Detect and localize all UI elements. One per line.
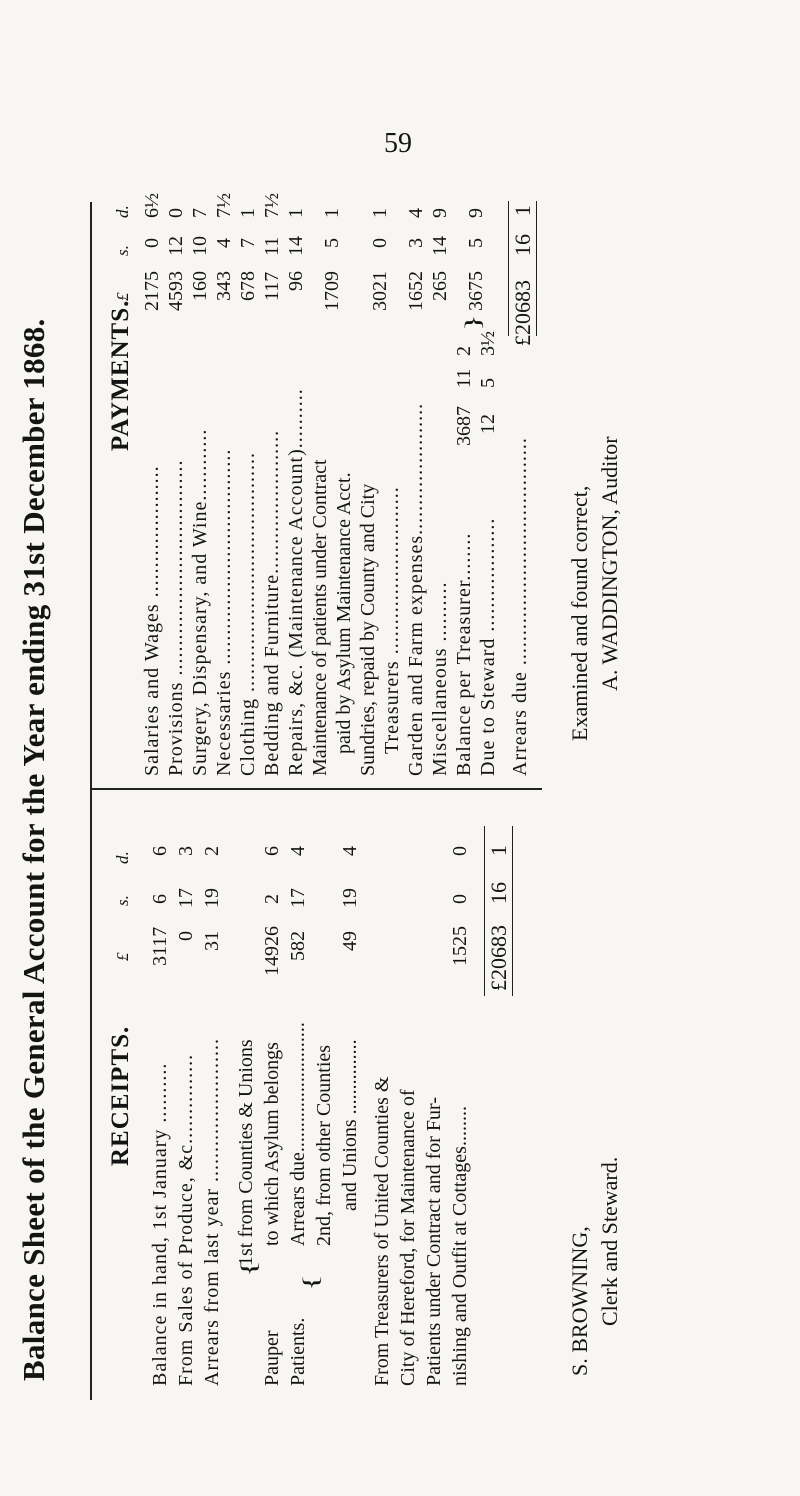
payment-pounds: 3687 — [453, 406, 475, 446]
payments-shillings-head: s. — [113, 245, 132, 256]
patients-label: Patients. — [287, 1317, 309, 1386]
clerk-name: S. BROWNING, — [567, 1226, 592, 1376]
payment-pounds: 265 — [429, 271, 451, 301]
receipt-pounds: 1525 — [449, 926, 471, 966]
payment-shillings: 14 — [429, 236, 451, 256]
payment-subtotal-pounds: 3675 — [465, 271, 487, 311]
receipt-pence: 2 — [201, 846, 223, 856]
payment-label: paid by Asylum Maintenance Acct. — [333, 472, 355, 754]
payments-heading: PAYMENTS. — [107, 299, 134, 451]
payment-label: Maintenance of patients under Contract — [309, 459, 331, 776]
payment-pence: 7½ — [213, 193, 235, 218]
payment-shillings: 10 — [189, 236, 211, 256]
payment-pounds: 1652 — [405, 271, 427, 311]
document-title: Balance Sheet of the General Account for the Year ending 31st December 1868. — [16, 318, 51, 1381]
payment-label: Repairs, &c. (Maintenance Account).......... — [285, 388, 307, 776]
brace-balance: } — [460, 314, 485, 332]
payment-pence: 7 — [189, 208, 211, 218]
payment-pounds: 160 — [189, 271, 211, 301]
payment-label: Salaries and Wages ...................... — [141, 465, 163, 776]
payment-shillings: 11 — [261, 236, 283, 256]
payment-pence: 3½ — [477, 331, 499, 356]
receipts-total-rule-2 — [512, 826, 513, 996]
receipt-pounds: 49 — [339, 931, 361, 951]
payment-label: Clothing ........................................ — [237, 451, 259, 776]
receipt-pence: 6 — [149, 846, 171, 856]
receipts-total-pounds: £20683 — [486, 925, 511, 991]
receipt-label: From Sales of Produce, &c............... — [175, 1053, 197, 1386]
receipt-label: 1st from Counties & Unions — [235, 1039, 257, 1266]
payments-total-rule — [508, 201, 509, 336]
receipt-label: nishing and Outfit at Cottages........ — [449, 1106, 471, 1386]
receipt-pence: 4 — [339, 846, 361, 856]
receipts-pounds-head: £ — [113, 952, 132, 961]
receipt-pounds: 582 — [287, 931, 309, 961]
payment-shillings: 7 — [237, 238, 259, 248]
receipt-pounds: 0 — [175, 931, 197, 941]
signature-auditor — [565, 436, 624, 741]
receipts-total-rule — [484, 826, 485, 996]
receipt-shillings: 6 — [149, 894, 171, 904]
receipt-pence: 4 — [287, 846, 309, 856]
payment-pounds: 3021 — [369, 271, 391, 311]
payment-label: Treasurers ............................ — [381, 486, 403, 754]
payment-pence: 1 — [369, 208, 391, 218]
payment-shillings: 3 — [405, 238, 427, 248]
payment-pence: 7½ — [261, 193, 283, 218]
pauper-label: Pauper — [261, 1330, 283, 1386]
rule-top — [90, 202, 92, 1400]
signature-clerk — [565, 1157, 624, 1376]
payment-pence: 2 — [453, 346, 475, 356]
payment-label: Provisions .................................... — [165, 459, 187, 776]
receipt-pounds: 3117 — [149, 926, 171, 966]
receipt-pence: 3 — [175, 846, 197, 856]
payment-pounds: 678 — [237, 271, 259, 301]
receipt-label: From Treasurers of United Counties & — [371, 1076, 393, 1386]
payment-shillings: 14 — [285, 236, 307, 256]
payment-pounds: 343 — [213, 271, 235, 301]
payment-pounds: 96 — [285, 271, 307, 291]
payment-subtotal-pence: 9 — [465, 208, 487, 218]
receipt-shillings: 19 — [339, 888, 361, 908]
payment-shillings: 0 — [369, 238, 391, 248]
receipt-label: Patients under Contract and for Fur- — [423, 1097, 445, 1386]
receipt-label: Arrears due.......................... — [287, 1022, 309, 1246]
payment-shillings: 0 — [141, 238, 163, 248]
payments-total-pence: 1 — [510, 205, 535, 216]
payment-label: Miscellaneous .......... — [429, 581, 451, 776]
brace-counties: { — [236, 1260, 261, 1278]
receipt-label: and Unions ............... — [339, 1039, 361, 1211]
payments-total-pounds: £20683 — [510, 280, 535, 346]
payment-label: Arrears due ...................................... — [509, 437, 531, 776]
receipt-shillings: 0 — [449, 894, 471, 904]
payment-label: Sundries, repaid by County and City — [357, 483, 379, 776]
payment-subtotal-shillings: 5 — [465, 238, 487, 248]
payment-pence: 6½ — [141, 193, 163, 218]
payment-pounds: 117 — [261, 271, 283, 301]
payments-pounds-head: £ — [113, 292, 132, 301]
payment-pence: 0 — [165, 208, 187, 218]
page-number: 59 — [384, 128, 412, 159]
receipts-total-shillings: 16 — [486, 882, 511, 904]
receipt-label: City of Hereford, for Maintenance of — [397, 1089, 419, 1386]
payment-pounds: 4593 — [165, 271, 187, 311]
rule-center — [92, 788, 542, 790]
receipts-shillings-head: s. — [113, 895, 132, 906]
receipt-label: Arrears from last year ........................ — [201, 1037, 223, 1386]
receipt-shillings: 2 — [261, 894, 283, 904]
receipt-pence: 6 — [261, 846, 283, 856]
payment-pence: 4 — [405, 208, 427, 218]
payment-pence: 9 — [429, 208, 451, 218]
balance-sheet — [0, 166, 760, 1496]
payment-shillings: 5 — [477, 378, 499, 388]
payment-pence: 1 — [321, 208, 343, 218]
payment-shillings: 5 — [321, 238, 343, 248]
receipt-pounds: 14926 — [261, 926, 283, 976]
payment-pounds: 12 — [477, 414, 499, 434]
payment-label: Bedding and Furniture........................ — [261, 429, 283, 776]
receipts-total-pence: 1 — [486, 845, 511, 856]
payment-pounds: 1709 — [321, 271, 343, 311]
auditor-note: Examined and found correct, — [567, 485, 592, 741]
receipt-label: 2nd, from other Counties — [313, 1044, 335, 1246]
payment-shillings: 4 — [213, 238, 235, 248]
receipt-shillings: 19 — [201, 888, 223, 908]
receipt-shillings: 17 — [175, 888, 197, 908]
receipt-label: to which Asylum belongs — [261, 1042, 283, 1246]
payment-label: Garden and Farm expenses...................... — [405, 402, 427, 776]
receipts-pence-head: d. — [113, 851, 132, 864]
payment-label: Due to Steward ................... — [477, 517, 499, 776]
payment-label: Surgery, Dispensary, and Wine............ — [189, 428, 211, 776]
payments-pence-head: d. — [113, 205, 132, 218]
receipt-pence: 0 — [449, 846, 471, 856]
payment-pence: 1 — [285, 208, 307, 218]
receipt-label: Balance in hand, 1st January .......... — [149, 1062, 171, 1386]
receipts-heading: RECEIPTS. — [107, 1025, 134, 1166]
payments-total-shillings: 16 — [510, 234, 535, 256]
payment-pence: 1 — [237, 208, 259, 218]
auditor-name: A. WADDINGTON, Auditor — [596, 436, 622, 691]
clerk-role: Clerk and Steward. — [596, 1156, 622, 1326]
payments-total-rule-2 — [536, 201, 537, 336]
payment-pounds: 2175 — [141, 271, 163, 311]
brace-patients: { — [298, 1274, 323, 1292]
payment-shillings: 11 — [453, 368, 475, 388]
payment-label: Balance per Treasurer........ — [453, 532, 475, 776]
receipt-shillings: 17 — [287, 888, 309, 908]
payment-shillings: 12 — [165, 236, 187, 256]
receipt-pounds: 31 — [201, 931, 223, 951]
payment-label: Necessaries .................................... — [213, 448, 235, 776]
